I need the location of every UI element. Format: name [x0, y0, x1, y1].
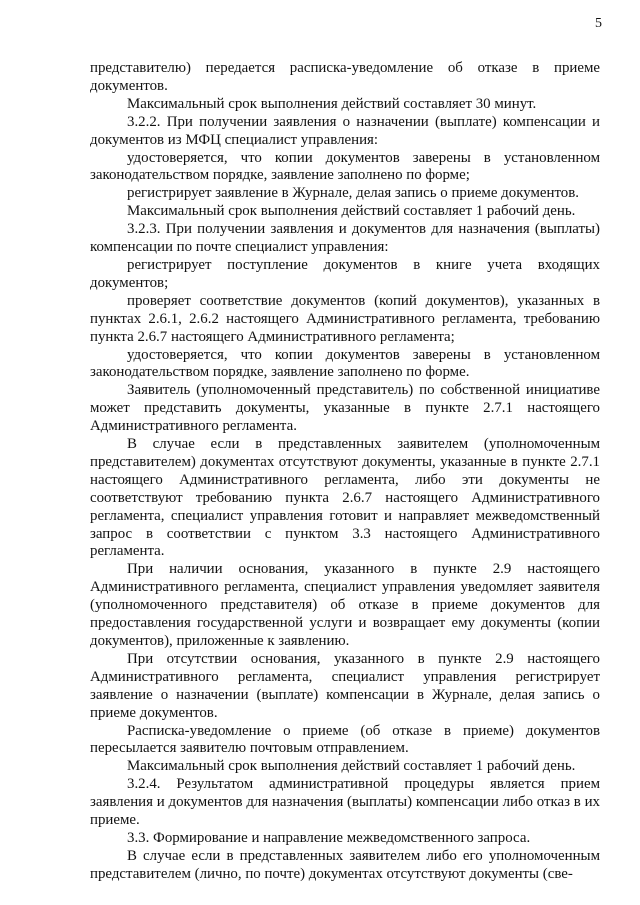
- paragraph-max-time-1day-2: Максимальный срок выполнения действий составляет 1 рабочий день.: [127, 758, 576, 775]
- paragraph-interagency-request: В случае если в представленных заявителем либо его уполномоченным представителем (лично, по почте) документах отсутствуют документы (све-: [90, 847, 600, 882]
- paragraph-3-2-4: 3.2.4. Результатом административной процедуры является прием заявления и документов для назначения (выплаты) компенсации либо отказ в их приеме.: [90, 776, 600, 829]
- paragraph-refusal-grounds: При наличии основания, указанного в пункте 2.9 настоящего Административного регламента, специалист управления уведомляет заявителя (уполномоченного представителя) об отказе в приеме документов для предоставления государственной услуги и возвращает ему документы (копии документов), приложенные к заявлению.: [90, 561, 600, 649]
- paragraph-verify-copies: удостоверяется, что копии документов заверены в установленном законодательством порядке, заявление заполнено по форме;: [90, 149, 600, 184]
- paragraph-check-compliance: проверяет соответствие документов (копий документов), указанных в пунктах 2.6.1, 2.6.2 настоящего Административного регламента, требованию пункта 2.6.7 настоящего Административного регламента;: [90, 292, 600, 345]
- paragraph-missing-documents: В случае если в представленных заявителем (уполномоченным представителем) документах отсутствуют документы, указанные в пункте 2.7.1 настоящего Административного регламента, либо эти документы не соответствуют требованию пункта 2.6.7 настоящего Административного регламента, специалист управления готовит и направляет межведомственный запрос в соответствии с пунктом 3.3 настоящего Административного регламента.: [90, 436, 600, 560]
- paragraph-continuation: представителю) передается расписка-уведомление об отказе в приеме документов.: [90, 60, 600, 94]
- paragraph-verify-copies-2: удостоверяется, что копии документов заверены в установленном законодательством порядке, заявление заполнено по форме.: [90, 346, 600, 381]
- paragraph-max-time-1day: Максимальный срок выполнения действий составляет 1 рабочий день.: [127, 203, 576, 220]
- paragraph-register-incoming: регистрирует поступление документов в книге учета входящих документов;: [90, 256, 600, 291]
- paragraph-3-2-2: 3.2.2. При получении заявления о назначении (выплате) компенсации и документов из МФЦ специалист управления:: [90, 113, 600, 148]
- paragraph-3-3-heading: 3.3. Формирование и направление межведомственного запроса.: [127, 829, 531, 846]
- paragraph-no-refusal-grounds: При отсутствии основания, указанного в пункте 2.9 настоящего Административного регламента, специалист управления регистрирует заявление о назначении (выплате) компенсации в Журнале, делая запись о приеме документов.: [90, 650, 600, 721]
- document-body: [90, 60, 600, 884]
- paragraph-3-2-3: 3.2.3. При получении заявления и документов для назначения (выплаты) компенсации по почте специалист управления:: [90, 221, 600, 256]
- page-number: 5: [595, 16, 602, 31]
- paragraph-max-time-30min: Максимальный срок выполнения действий составляет 30 минут.: [127, 95, 537, 112]
- paragraph-receipt-notice: Расписка-уведомление о приеме (об отказе в приеме) документов пересылается заявителю почтовым отправлением.: [90, 722, 600, 757]
- paragraph-register-journal: регистрирует заявление в Журнале, делая запись о приеме документов.: [127, 185, 579, 202]
- paragraph-applicant-initiative: Заявитель (уполномоченный представитель) по собственной инициативе может представить документы, указанные в пункте 2.7.1 настоящего Административного регламента.: [90, 382, 600, 435]
